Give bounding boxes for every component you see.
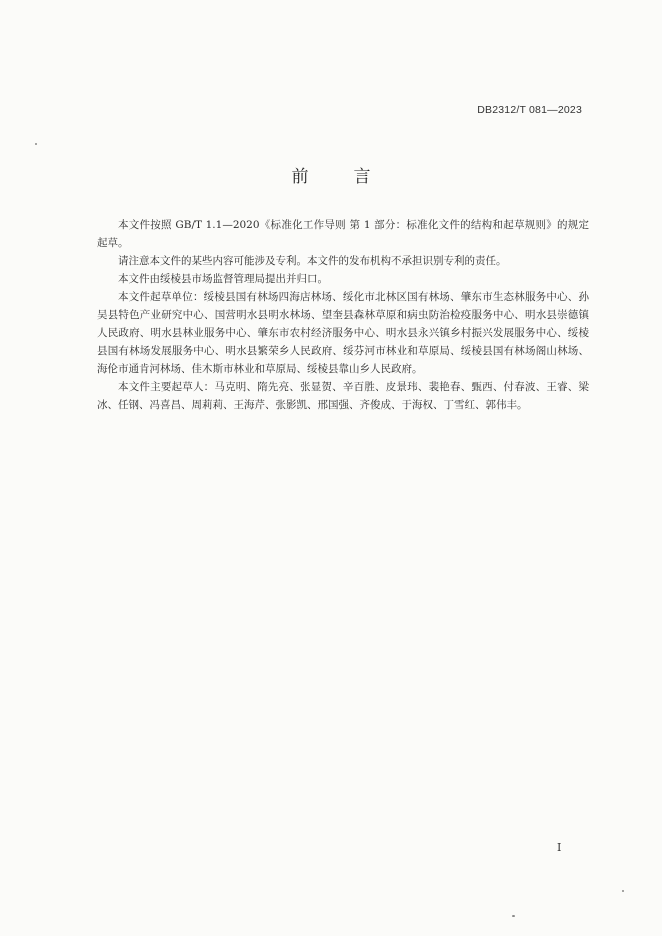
document-code: DB2312/T 081—2023 — [477, 104, 582, 116]
scan-speck — [35, 143, 37, 145]
page-number: I — [557, 841, 562, 854]
paragraph-drafters: 本文件主要起草人：马克明、隋先亮、张显贺、辛百胜、皮景玮、裴艳春、甄西、付春波、王睿、梁冰、任钢、冯喜昌、周莉莉、王海芹、张影凯、邢国强、齐俊成、于海权、丁雪红、郭伟丰。 — [97, 381, 589, 411]
paragraph-drafting-rules: 本文件按照 GB/T 1.1—2020《标准化工作导则 第 1 部分：标准化文件的结构和起草规则》的规定起草。 — [97, 219, 589, 249]
scan-speck — [622, 890, 624, 892]
paragraph-drafting-units: 本文件起草单位：绥棱县国有林场四海店林场、绥化市北林区国有林场、肇东市生态林服务中心、孙吴县特色产业研究中心、国营明水县明水林场、望奎县森林草原和病虫防治检疫服务中心、明水县崇德镇人民政府、明水县林业服务中心、肇东市农村经济服务中心、明水县永兴镇乡村振兴发展服务中心、绥棱县国有林场发展服务中心、明水县繁荣乡人民政府、绥芬河市林业和草原局、绥棱县国有林场阁山林场、海伦市通肯河林场、佳木斯市林业和草原局、绥棱县靠山乡人民政府。 — [97, 291, 589, 375]
paragraph-proposer: 本文件由绥棱县市场监督管理局提出并归口。 — [118, 273, 328, 285]
paragraph-patent-notice: 请注意本文件的某些内容可能涉及专利。本文件的发布机构不承担识别专利的责任。 — [118, 255, 507, 267]
scan-speck — [512, 915, 515, 917]
body-text — [97, 216, 589, 414]
page-title: 前 言 — [291, 167, 385, 187]
